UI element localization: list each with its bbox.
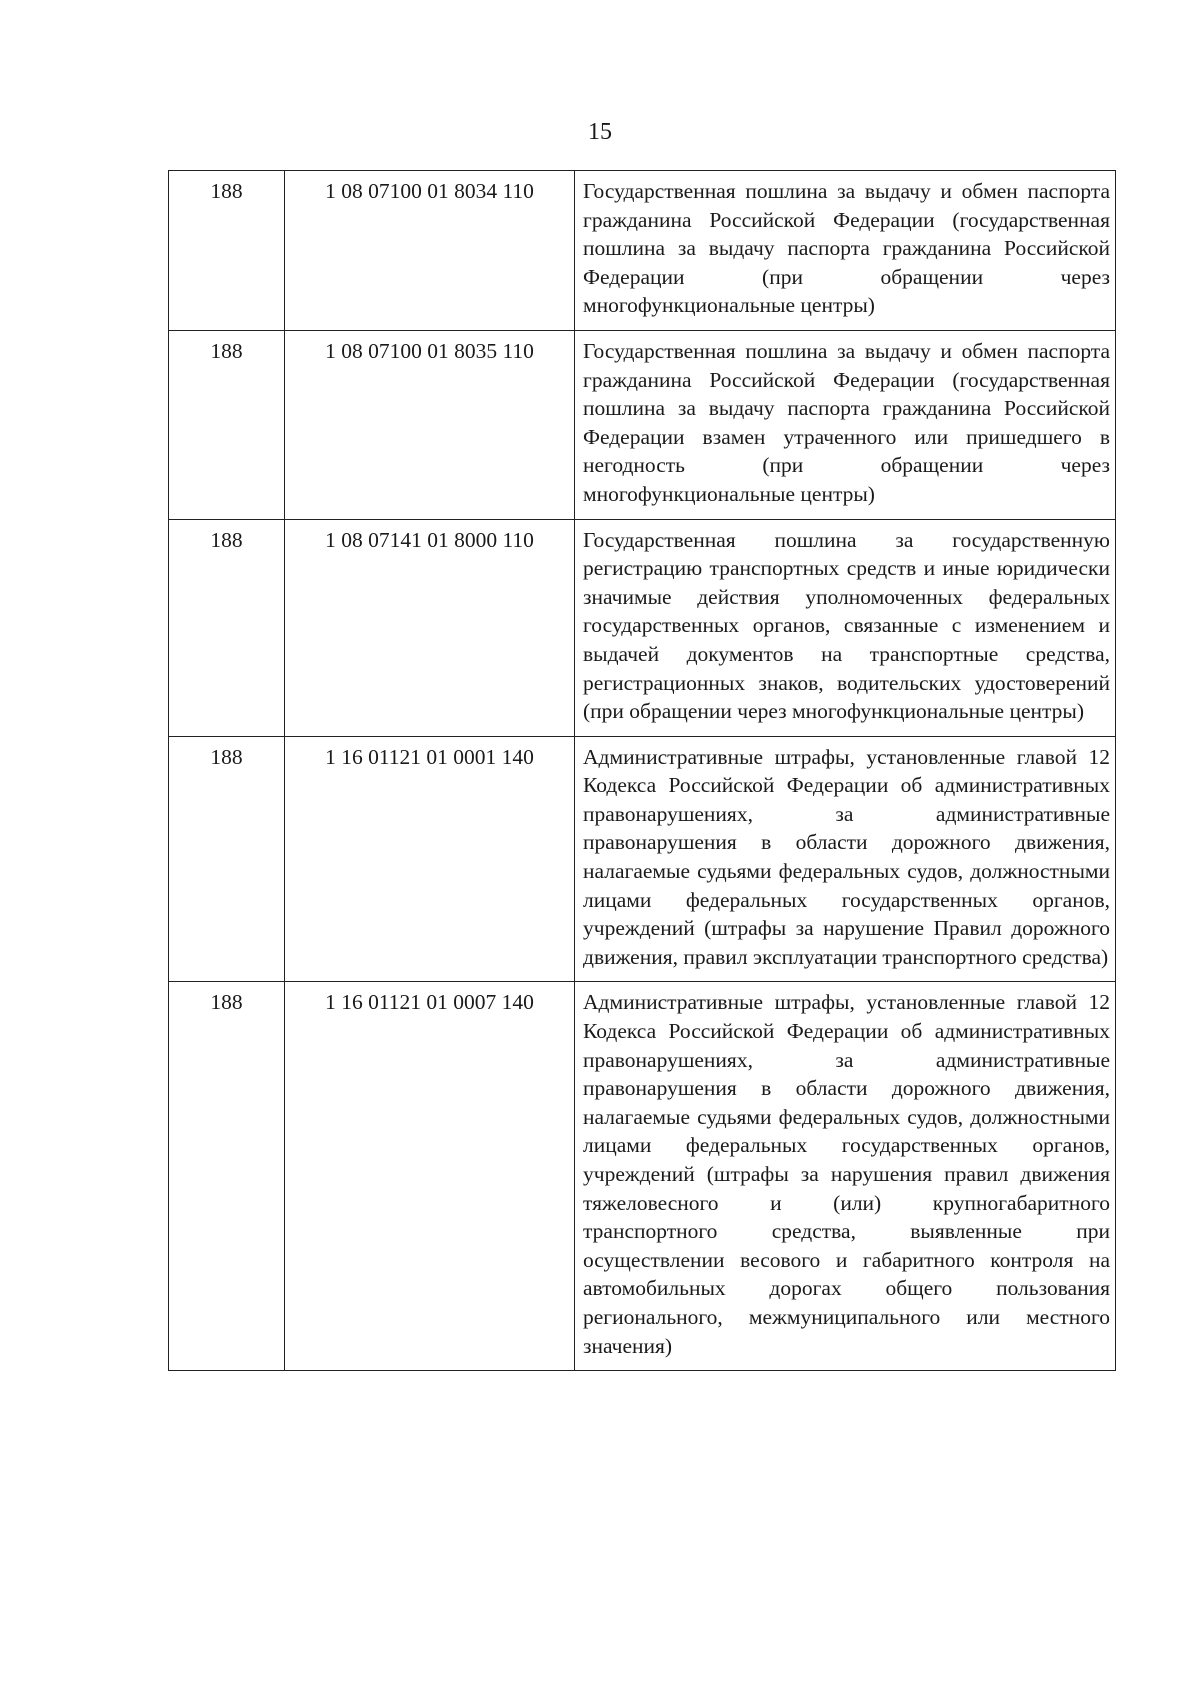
budget-code-cell: 1 16 01121 01 0001 140 — [285, 736, 575, 982]
admin-code-cell: 188 — [169, 171, 285, 331]
budget-code-cell: 1 08 07100 01 8034 110 — [285, 171, 575, 331]
table-row — [169, 330, 1116, 519]
table-row — [169, 736, 1116, 982]
page-number: 15 — [588, 119, 612, 145]
admin-code-cell: 188 — [169, 736, 285, 982]
description-cell: Административные штрафы, установленные главой 12 Кодекса Российской Федерации об административных правонарушениях, за административные правонарушения в области дорожного движения, налагаемые судьями федеральных судов, должностными лицами федеральных государственных органов, учреждений (штрафы за нарушение Правил дорожного движения, правил эксплуатации транспортного средства) — [575, 736, 1116, 982]
description-cell: Государственная пошлина за государственную регистрацию транспортных средств и иные юридически значимые действия уполномоченных федеральных государственных органов, связанные с изменением и выдачей документов на транспортные средства, регистрационных знаков, водительских удостоверений (при обращении через многофункциональные центры) — [575, 519, 1116, 736]
description-cell: Государственная пошлина за выдачу и обмен паспорта гражданина Российской Федерации (государственная пошлина за выдачу паспорта гражданина Российской Федерации (при обращении через многофункциональные центры) — [575, 171, 1116, 331]
table-row — [169, 982, 1116, 1371]
budget-code-cell: 1 08 07100 01 8035 110 — [285, 330, 575, 519]
budget-code-cell: 1 16 01121 01 0007 140 — [285, 982, 575, 1371]
admin-code-cell: 188 — [169, 982, 285, 1371]
description-cell: Государственная пошлина за выдачу и обмен паспорта гражданина Российской Федерации (государственная пошлина за выдачу паспорта гражданина Российской Федерации взамен утраченного или пришедшего в негодность (при обращении через многофункциональные центры) — [575, 330, 1116, 519]
table-row — [169, 519, 1116, 736]
table-row — [169, 171, 1116, 331]
budget-code-table — [168, 170, 1116, 1371]
admin-code-cell: 188 — [169, 519, 285, 736]
description-cell: Административные штрафы, установленные главой 12 Кодекса Российской Федерации об административных правонарушениях, за административные правонарушения в области дорожного движения, налагаемые судьями федеральных судов, должностными лицами федеральных государственных органов, учреждений (штрафы за нарушения правил движения тяжеловесного и (или) крупногабаритного транспортного средства, выявленные при осуществлении весового и габаритного контроля на автомобильных дорогах общего пользования регионального, межмуниципального или местного значения) — [575, 982, 1116, 1371]
admin-code-cell: 188 — [169, 330, 285, 519]
budget-code-cell: 1 08 07141 01 8000 110 — [285, 519, 575, 736]
